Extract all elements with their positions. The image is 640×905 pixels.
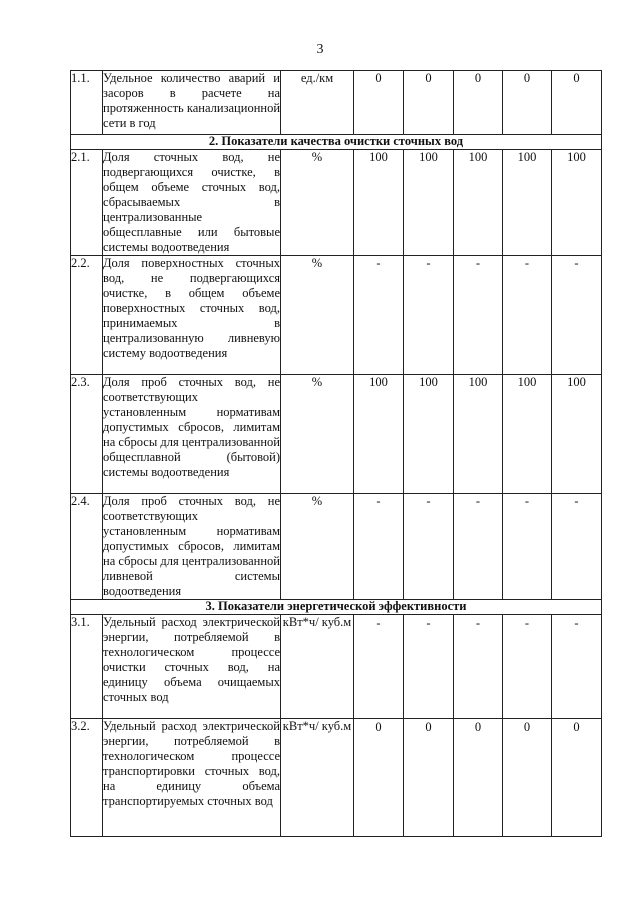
value-cell: 100 xyxy=(552,375,602,494)
page-number: 3 xyxy=(316,42,324,57)
row-number: 2.4. xyxy=(71,494,103,600)
unit-cell: кВт*ч/ куб.м xyxy=(281,719,354,837)
value-cell: 0 xyxy=(454,719,503,837)
indicator-description: Удельный расход электрической энергии, потребляемой в технологическом процессе очистки сточных вод, на единицу объема очищаемых сточных вод xyxy=(103,615,281,719)
table-row xyxy=(71,719,602,837)
table-row xyxy=(71,375,602,494)
row-number: 3.1. xyxy=(71,615,103,719)
value-cell: 0 xyxy=(354,719,404,837)
table-body xyxy=(71,71,602,837)
value-cell: - xyxy=(454,494,503,600)
indicator-description: Удельный расход электрической энергии, потребляемой в технологическом процессе транспортировки сточных вод, на единицу объема транспортируемых сточных вод xyxy=(103,719,281,837)
unit-cell: % xyxy=(281,256,354,375)
value-cell: - xyxy=(503,494,552,600)
value-cell: 100 xyxy=(404,375,454,494)
value-cell: 0 xyxy=(503,71,552,135)
row-number: 2.3. xyxy=(71,375,103,494)
indicator-description: Доля проб сточных вод, не соответствующих установленным нормативам допустимых сбросов, лимитам на сбросы для централизованной общесплавной (бытовой) системы водоотведения xyxy=(103,375,281,494)
row-number: 1.1. xyxy=(71,71,103,135)
value-cell: 100 xyxy=(552,150,602,256)
table-row xyxy=(71,256,602,375)
value-cell: - xyxy=(404,615,454,719)
value-cell: 0 xyxy=(552,719,602,837)
value-cell: 100 xyxy=(354,150,404,256)
unit-cell: ед./км xyxy=(281,71,354,135)
indicator-description: Доля проб сточных вод, не соответствующих установленным нормативам допустимых сбросов, лимитам на сбросы для централизованной ливневой системы водоотведения xyxy=(103,494,280,598)
value-cell: 100 xyxy=(404,150,454,256)
section-title: 3. Показатели энергетической эффективности xyxy=(71,600,602,615)
table-row xyxy=(71,71,602,135)
value-cell: 0 xyxy=(552,71,602,135)
unit-cell: % xyxy=(281,150,354,256)
value-cell: 0 xyxy=(404,71,454,135)
section-header-row xyxy=(71,135,602,150)
value-cell: - xyxy=(454,256,503,375)
row-number: 2.2. xyxy=(71,256,103,375)
value-cell: - xyxy=(354,256,404,375)
row-number: 2.1. xyxy=(71,150,103,256)
value-cell: 0 xyxy=(404,719,454,837)
indicator-description: Удельное количество аварий и засоров в расчете на протяженность канализационной сети в год xyxy=(103,71,281,135)
value-cell: 100 xyxy=(454,150,503,256)
value-cell: - xyxy=(404,494,454,600)
value-cell: - xyxy=(354,494,404,600)
section-header-row xyxy=(71,600,602,615)
section-title: 2. Показатели качества очистки сточных вод xyxy=(71,135,602,150)
value-cell: - xyxy=(552,494,602,600)
value-cell: - xyxy=(503,615,552,719)
value-cell: - xyxy=(552,256,602,375)
unit-cell: % xyxy=(281,375,354,494)
value-cell: - xyxy=(354,615,404,719)
table-row xyxy=(71,494,602,600)
value-cell: - xyxy=(404,256,454,375)
value-cell: 0 xyxy=(503,719,552,837)
value-cell: 0 xyxy=(354,71,404,135)
unit-cell: % xyxy=(281,494,354,600)
value-cell: - xyxy=(454,615,503,719)
value-cell: - xyxy=(503,256,552,375)
indicator-description: Доля сточных вод, не подвергающихся очистке, в общем объеме сточных вод, сбрасываемых в централизованные общесплавные или бытовые системы водоотведения xyxy=(103,150,280,254)
row-number: 3.2. xyxy=(71,719,103,837)
indicator-description: Доля поверхностных сточных вод, не подвергающихся очистке, в общем объеме поверхностных сточных вод, принимаемых в централизованную ливневую систему водоотведения xyxy=(103,256,281,375)
value-cell: 100 xyxy=(503,375,552,494)
value-cell: 100 xyxy=(454,375,503,494)
value-cell: 100 xyxy=(354,375,404,494)
unit-cell: кВт*ч/ куб.м xyxy=(281,615,354,719)
table-row xyxy=(71,615,602,719)
value-cell: - xyxy=(552,615,602,719)
table-row xyxy=(71,150,602,256)
value-cell: 0 xyxy=(454,71,503,135)
indicators-table xyxy=(70,70,602,837)
value-cell: 100 xyxy=(503,150,552,256)
